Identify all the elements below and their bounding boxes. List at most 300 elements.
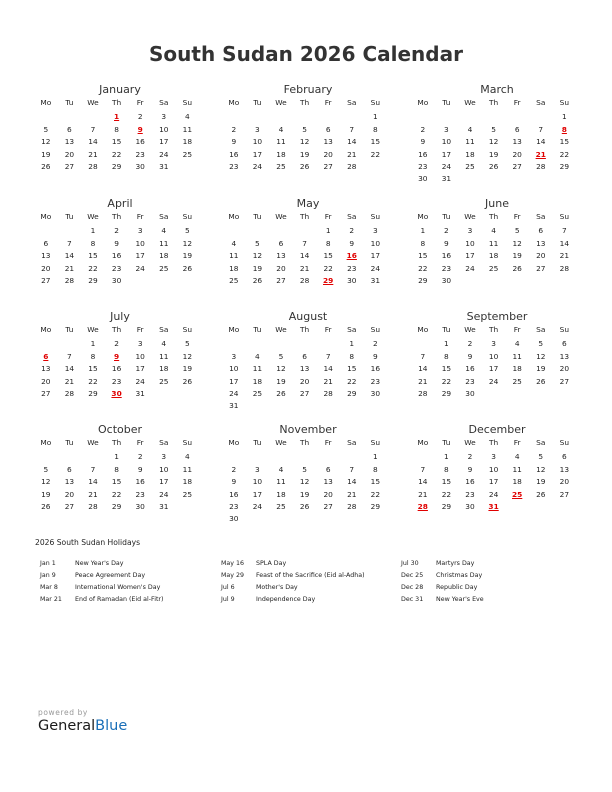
day-cell: 10 xyxy=(159,464,169,474)
day-cell: 19 xyxy=(299,149,310,159)
day-cell: 12 xyxy=(512,238,522,248)
day-cell: 16 xyxy=(111,364,122,374)
empty-day-cell xyxy=(58,111,82,123)
weekday-header: Su xyxy=(182,438,193,447)
day-cell: 11 xyxy=(182,464,193,474)
day-cell: 14 xyxy=(64,251,75,261)
day-cell: 19 xyxy=(512,251,522,261)
empty-day-cell xyxy=(505,111,529,123)
day-cell: 10 xyxy=(252,137,263,147)
weekday-header: Sa xyxy=(536,98,546,107)
generalblue-logo[interactable] xyxy=(38,718,127,734)
day-cell: 12 xyxy=(182,238,193,248)
day-cell: 20 xyxy=(323,489,333,499)
day-cell: 2 xyxy=(444,226,449,236)
month-march xyxy=(417,83,577,186)
holiday-day-cell: 28 xyxy=(417,501,428,511)
empty-day-cell xyxy=(293,111,317,123)
holiday-row xyxy=(401,582,484,594)
day-cell: 31 xyxy=(441,174,452,184)
day-cell: 10 xyxy=(370,238,381,248)
brand-footer xyxy=(38,708,127,734)
day-cell: 26 xyxy=(536,489,546,499)
day-cell: 14 xyxy=(323,364,333,374)
day-cell: 16 xyxy=(229,489,239,499)
weekday-header: Fr xyxy=(324,98,332,107)
month-days-grid xyxy=(411,211,577,287)
month-october xyxy=(40,423,200,513)
day-cell: 25 xyxy=(276,161,286,171)
weekday-header: Su xyxy=(559,212,570,221)
day-cell: 5 xyxy=(278,351,284,361)
holiday-row xyxy=(221,594,365,606)
day-cell: 26 xyxy=(512,263,522,273)
day-cell: 21 xyxy=(559,251,570,261)
day-cell: 29 xyxy=(559,161,570,171)
weekday-header: We xyxy=(87,98,99,107)
day-cell: 29 xyxy=(370,501,381,511)
day-cell: 1 xyxy=(349,339,355,349)
day-cell: 4 xyxy=(278,464,284,474)
day-cell: 15 xyxy=(559,137,570,147)
day-cell: 26 xyxy=(299,501,310,511)
day-cell: 11 xyxy=(276,137,286,147)
empty-day-cell xyxy=(269,338,293,350)
weekday-header: We xyxy=(275,98,287,107)
day-cell: 17 xyxy=(441,149,452,159)
weekday-header: Mo xyxy=(417,212,429,221)
day-cell: 6 xyxy=(302,351,307,361)
day-cell: 29 xyxy=(347,388,357,398)
day-cell: 7 xyxy=(420,351,426,361)
empty-day-cell xyxy=(269,111,293,123)
empty-day-cell xyxy=(222,338,246,350)
holiday-row xyxy=(40,582,163,594)
weekday-header: Sa xyxy=(536,438,546,447)
day-cell: 23 xyxy=(370,376,381,386)
holiday-date: Dec 25 xyxy=(401,572,424,579)
day-cell: 26 xyxy=(276,388,286,398)
day-cell: 24 xyxy=(159,149,169,159)
empty-day-cell xyxy=(293,338,317,350)
holiday-row xyxy=(221,570,365,582)
day-cell: 15 xyxy=(441,364,452,374)
day-cell: 14 xyxy=(299,251,310,261)
empty-day-cell xyxy=(81,111,105,123)
weekday-header: Su xyxy=(182,212,193,221)
day-cell: 16 xyxy=(370,364,381,374)
day-cell: 5 xyxy=(538,452,544,462)
day-cell: 2 xyxy=(231,124,237,134)
weekday-header: Th xyxy=(111,438,122,447)
day-cell: 29 xyxy=(441,501,452,511)
day-cell: 18 xyxy=(512,364,522,374)
day-cell: 23 xyxy=(229,501,239,511)
day-cell: 2 xyxy=(373,339,378,349)
day-cell: 22 xyxy=(370,149,381,159)
day-cell: 27 xyxy=(41,275,51,285)
day-cell: 17 xyxy=(252,149,263,159)
day-cell: 17 xyxy=(252,489,263,499)
day-cell: 20 xyxy=(64,489,75,499)
weekday-header: Th xyxy=(488,212,499,221)
day-cell: 15 xyxy=(370,137,381,147)
empty-day-cell xyxy=(529,111,553,123)
day-cell: 2 xyxy=(231,464,237,474)
weekday-header: Fr xyxy=(324,212,332,221)
day-cell: 3 xyxy=(255,464,260,474)
day-cell: 21 xyxy=(418,376,428,386)
day-cell: 10 xyxy=(159,124,169,134)
month-days-grid xyxy=(34,97,200,173)
holiday-name: Independence Day xyxy=(256,596,316,603)
day-cell: 10 xyxy=(441,137,452,147)
day-cell: 12 xyxy=(299,137,310,147)
day-cell: 11 xyxy=(159,238,169,248)
day-cell: 18 xyxy=(276,149,286,159)
day-cell: 11 xyxy=(159,351,169,361)
day-cell: 4 xyxy=(185,112,190,122)
empty-day-cell xyxy=(269,451,293,463)
empty-day-cell xyxy=(34,451,58,463)
empty-day-cell xyxy=(293,451,317,463)
day-cell: 1 xyxy=(444,452,449,462)
holiday-day-cell: 30 xyxy=(111,388,122,398)
day-cell: 14 xyxy=(347,137,357,147)
day-cell: 16 xyxy=(111,251,122,261)
empty-day-cell xyxy=(411,338,435,350)
holiday-date: Jul 6 xyxy=(221,584,235,591)
day-cell: 11 xyxy=(182,124,193,134)
day-cell: 4 xyxy=(185,452,190,462)
day-cell: 21 xyxy=(64,376,75,386)
holiday-day-cell: 9 xyxy=(137,124,143,134)
day-cell: 9 xyxy=(137,464,143,474)
day-cell: 11 xyxy=(512,464,522,474)
day-cell: 7 xyxy=(302,238,307,248)
holiday-date: Jul 30 xyxy=(401,560,419,567)
weekday-header: Su xyxy=(559,98,570,107)
month-days-grid xyxy=(411,324,577,400)
month-december xyxy=(417,423,577,513)
day-cell: 23 xyxy=(229,161,239,171)
weekday-header: We xyxy=(87,212,99,221)
day-cell: 21 xyxy=(323,376,333,386)
weekday-header: We xyxy=(464,212,476,221)
day-cell: 23 xyxy=(111,376,122,386)
empty-day-cell xyxy=(222,451,246,463)
day-cell: 13 xyxy=(276,251,286,261)
weekday-header: Mo xyxy=(40,325,52,334)
day-cell: 9 xyxy=(420,137,426,147)
weekday-header: Th xyxy=(299,212,310,221)
empty-day-cell xyxy=(246,451,270,463)
powered-by-label: powered by xyxy=(38,708,88,717)
weekday-header: Th xyxy=(111,325,122,334)
day-cell: 14 xyxy=(418,364,428,374)
day-cell: 8 xyxy=(373,464,378,474)
day-cell: 28 xyxy=(88,161,98,171)
weekday-header: Fr xyxy=(513,98,521,107)
weekday-header: Mo xyxy=(228,438,240,447)
day-cell: 24 xyxy=(135,263,145,273)
day-cell: 8 xyxy=(444,351,449,361)
day-cell: 31 xyxy=(370,275,381,285)
day-cell: 29 xyxy=(111,161,122,171)
day-cell: 11 xyxy=(229,251,239,261)
empty-day-cell xyxy=(246,111,270,123)
weekday-header: Mo xyxy=(417,438,429,447)
weekday-header: Mo xyxy=(40,98,52,107)
day-cell: 22 xyxy=(323,263,333,273)
day-cell: 7 xyxy=(67,238,72,248)
day-cell: 17 xyxy=(135,251,145,261)
holiday-date: May 16 xyxy=(221,560,245,567)
day-cell: 27 xyxy=(512,161,522,171)
weekday-header: Tu xyxy=(442,438,451,447)
day-cell: 4 xyxy=(278,124,284,134)
day-cell: 18 xyxy=(159,364,169,374)
day-cell: 6 xyxy=(325,124,331,134)
day-cell: 5 xyxy=(302,464,307,474)
day-cell: 22 xyxy=(347,376,357,386)
day-cell: 22 xyxy=(559,149,570,159)
day-cell: 13 xyxy=(323,137,333,147)
empty-day-cell xyxy=(316,338,340,350)
holiday-name: Peace Agreement Day xyxy=(75,572,146,579)
holiday-day-cell: 16 xyxy=(346,251,357,261)
month-name: June xyxy=(485,197,509,210)
month-name: May xyxy=(296,197,320,210)
day-cell: 13 xyxy=(559,351,570,361)
day-cell: 23 xyxy=(135,149,145,159)
day-cell: 27 xyxy=(41,388,51,398)
day-cell: 4 xyxy=(161,339,167,349)
weekday-header: Fr xyxy=(136,212,144,221)
day-cell: 1 xyxy=(90,226,96,236)
empty-day-cell xyxy=(316,111,340,123)
weekday-header: We xyxy=(87,438,99,447)
day-cell: 30 xyxy=(111,275,122,285)
day-cell: 3 xyxy=(255,124,260,134)
day-cell: 5 xyxy=(538,339,544,349)
day-cell: 22 xyxy=(111,149,122,159)
month-days-grid xyxy=(222,97,388,173)
day-cell: 11 xyxy=(512,351,522,361)
day-cell: 13 xyxy=(299,364,310,374)
empty-day-cell xyxy=(435,111,459,123)
day-cell: 4 xyxy=(231,238,237,248)
day-cell: 17 xyxy=(159,137,169,147)
empty-day-cell xyxy=(58,451,82,463)
month-name: February xyxy=(283,83,333,96)
day-cell: 30 xyxy=(465,501,475,511)
weekday-header: Tu xyxy=(442,98,451,107)
day-cell: 15 xyxy=(88,251,98,261)
day-cell: 20 xyxy=(41,263,51,273)
day-cell: 19 xyxy=(536,364,546,374)
day-cell: 5 xyxy=(491,124,496,134)
day-cell: 27 xyxy=(559,489,570,499)
holiday-name: New Year's Eve xyxy=(436,596,484,603)
day-cell: 16 xyxy=(135,477,145,487)
day-cell: 5 xyxy=(43,464,49,474)
weekday-header: We xyxy=(464,98,476,107)
day-cell: 28 xyxy=(347,161,357,171)
day-cell: 8 xyxy=(373,124,378,134)
day-cell: 14 xyxy=(559,238,570,248)
weekday-header: Su xyxy=(370,98,381,107)
holiday-date: May 29 xyxy=(221,572,245,579)
weekday-header: Tu xyxy=(65,98,74,107)
day-cell: 30 xyxy=(441,275,452,285)
empty-day-cell xyxy=(34,225,58,237)
weekday-header: Sa xyxy=(159,325,169,334)
holiday-day-cell: 9 xyxy=(114,351,120,361)
weekday-header: Sa xyxy=(347,438,357,447)
day-cell: 11 xyxy=(488,238,499,248)
day-cell: 8 xyxy=(325,238,331,248)
page-title: South Sudan 2026 Calendar xyxy=(149,42,463,66)
empty-day-cell xyxy=(246,225,270,237)
month-name: October xyxy=(97,423,143,436)
day-cell: 17 xyxy=(370,251,381,261)
day-cell: 15 xyxy=(111,477,122,487)
day-cell: 20 xyxy=(536,251,546,261)
day-cell: 9 xyxy=(231,477,237,487)
day-cell: 28 xyxy=(323,388,333,398)
day-cell: 28 xyxy=(536,161,546,171)
day-cell: 22 xyxy=(88,263,98,273)
day-cell: 6 xyxy=(325,464,331,474)
day-cell: 1 xyxy=(373,112,378,122)
day-cell: 13 xyxy=(64,137,75,147)
day-cell: 17 xyxy=(488,477,499,487)
day-cell: 31 xyxy=(135,388,145,398)
day-cell: 6 xyxy=(514,124,520,134)
day-cell: 8 xyxy=(349,351,355,361)
holiday-date: Dec 31 xyxy=(401,596,424,603)
day-cell: 28 xyxy=(64,275,75,285)
day-cell: 7 xyxy=(538,124,544,134)
day-cell: 2 xyxy=(420,124,426,134)
holiday-row xyxy=(40,558,163,570)
day-cell: 1 xyxy=(562,112,567,122)
day-cell: 24 xyxy=(370,263,381,273)
day-cell: 16 xyxy=(229,149,239,159)
day-cell: 5 xyxy=(185,339,190,349)
day-cell: 25 xyxy=(465,161,475,171)
weekday-header: Mo xyxy=(40,212,52,221)
day-cell: 18 xyxy=(229,263,239,273)
holiday-date: Jan 9 xyxy=(40,572,56,579)
month-name: September xyxy=(466,310,528,323)
weekday-header: Th xyxy=(488,438,499,447)
day-cell: 2 xyxy=(349,226,355,236)
day-cell: 4 xyxy=(161,226,167,236)
day-cell: 23 xyxy=(418,161,428,171)
day-cell: 3 xyxy=(491,339,496,349)
logo-blue-text: Blue xyxy=(95,718,128,734)
day-cell: 6 xyxy=(278,238,284,248)
empty-day-cell xyxy=(58,338,82,350)
day-cell: 23 xyxy=(465,376,475,386)
day-cell: 2 xyxy=(467,452,473,462)
weekday-header: Tu xyxy=(65,212,74,221)
day-cell: 10 xyxy=(252,477,263,487)
day-cell: 16 xyxy=(441,251,452,261)
day-cell: 21 xyxy=(88,149,98,159)
day-cell: 27 xyxy=(299,388,310,398)
day-cell: 22 xyxy=(418,263,428,273)
month-days-grid xyxy=(411,437,577,513)
holiday-name: Republic Day xyxy=(436,584,478,591)
day-cell: 10 xyxy=(135,351,145,361)
day-cell: 24 xyxy=(488,376,499,386)
month-july xyxy=(40,310,200,400)
holiday-day-cell: 1 xyxy=(114,112,120,122)
holiday-day-cell: 29 xyxy=(323,275,334,285)
day-cell: 18 xyxy=(488,251,499,261)
day-cell: 5 xyxy=(514,226,520,236)
month-name: August xyxy=(288,310,328,323)
month-days-grid xyxy=(222,324,388,413)
day-cell: 8 xyxy=(114,124,119,134)
weekday-header: Mo xyxy=(228,325,240,334)
day-cell: 25 xyxy=(159,263,169,273)
day-cell: 24 xyxy=(252,161,263,171)
month-name: November xyxy=(279,423,337,436)
day-cell: 26 xyxy=(182,263,193,273)
day-cell: 21 xyxy=(88,489,98,499)
weekday-header: We xyxy=(275,212,287,221)
holiday-name: New Year's Day xyxy=(75,560,124,567)
holiday-column xyxy=(221,558,365,606)
day-cell: 22 xyxy=(370,489,381,499)
day-cell: 26 xyxy=(488,161,499,171)
day-cell: 14 xyxy=(64,364,75,374)
day-cell: 30 xyxy=(418,174,428,184)
holiday-row xyxy=(221,582,365,594)
weekday-header: Th xyxy=(488,98,499,107)
holiday-date: Jan 1 xyxy=(40,560,56,567)
day-cell: 22 xyxy=(111,489,122,499)
day-cell: 21 xyxy=(418,489,428,499)
day-cell: 23 xyxy=(111,263,122,273)
day-cell: 24 xyxy=(252,501,263,511)
day-cell: 27 xyxy=(536,263,546,273)
holiday-name: Mother's Day xyxy=(256,584,298,591)
day-cell: 23 xyxy=(441,263,452,273)
weekday-header: Sa xyxy=(159,438,169,447)
day-cell: 17 xyxy=(465,251,475,261)
day-cell: 18 xyxy=(182,477,193,487)
day-cell: 23 xyxy=(135,489,145,499)
day-cell: 3 xyxy=(444,124,449,134)
holiday-row xyxy=(40,594,163,606)
day-cell: 21 xyxy=(347,489,357,499)
day-cell: 12 xyxy=(536,351,546,361)
day-cell: 14 xyxy=(418,477,428,487)
day-cell: 21 xyxy=(299,263,310,273)
day-cell: 17 xyxy=(159,477,169,487)
day-cell: 1 xyxy=(114,452,119,462)
day-cell: 24 xyxy=(135,376,145,386)
weekday-header: Sa xyxy=(159,212,169,221)
day-cell: 6 xyxy=(562,339,567,349)
empty-day-cell xyxy=(81,451,105,463)
day-cell: 3 xyxy=(137,339,143,349)
